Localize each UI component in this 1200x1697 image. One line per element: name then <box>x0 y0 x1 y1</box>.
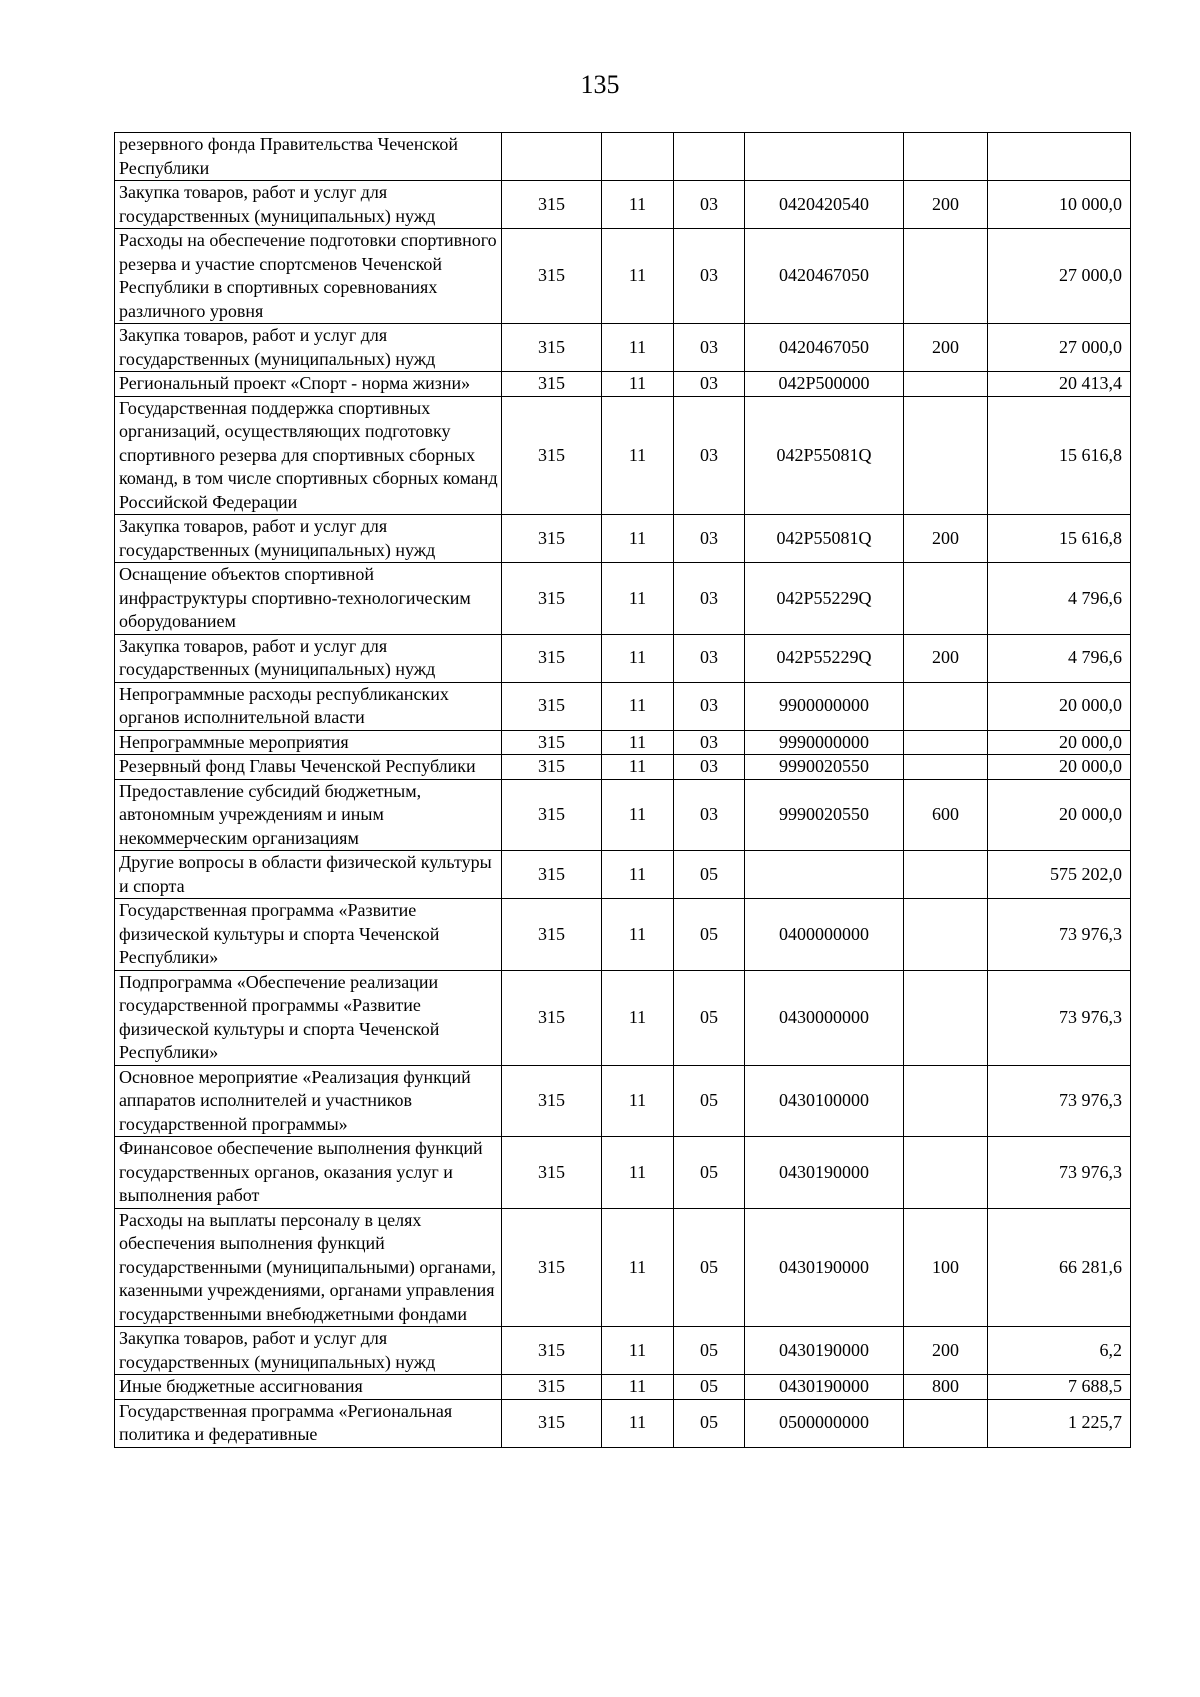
row-expense-type-code: 200 <box>904 1327 988 1375</box>
row-subsection-code: 03 <box>674 730 745 755</box>
row-target-article-code: 0400000000 <box>745 899 904 971</box>
table-row <box>115 755 1131 780</box>
row-target-article-code: 042P500000 <box>745 372 904 397</box>
table-row <box>115 396 1131 515</box>
row-amount: 15 616,8 <box>988 396 1131 515</box>
row-section-code: 11 <box>602 1065 674 1137</box>
row-section-code: 11 <box>602 970 674 1065</box>
row-section-code: 11 <box>602 634 674 682</box>
row-amount: 20 413,4 <box>988 372 1131 397</box>
row-subsection-code: 05 <box>674 1375 745 1400</box>
row-description: Закупка товаров, работ и услуг для государственных (муниципальных) нужд <box>115 324 502 372</box>
row-expense-type-code <box>904 899 988 971</box>
row-expense-type-code <box>904 755 988 780</box>
row-description: Закупка товаров, работ и услуг для государственных (муниципальных) нужд <box>115 515 502 563</box>
row-description: Расходы на выплаты персоналу в целях обеспечения выполнения функций государственными (муниципальными) органами, казенными учреждениями, органами управления государственными внебюджетными фондами <box>115 1208 502 1327</box>
table-row <box>115 229 1131 324</box>
row-grbs-code: 315 <box>502 229 602 324</box>
row-expense-type-code <box>904 1399 988 1447</box>
row-description: Иные бюджетные ассигнования <box>115 1375 502 1400</box>
row-subsection-code: 03 <box>674 682 745 730</box>
row-target-article-code: 0500000000 <box>745 1399 904 1447</box>
row-description: Финансовое обеспечение выполнения функций государственных органов, оказания услуг и выполнения работ <box>115 1137 502 1209</box>
row-section-code: 11 <box>602 899 674 971</box>
row-description: Государственная программа «Региональная политика и федеративные <box>115 1399 502 1447</box>
row-description: Резервный фонд Главы Чеченской Республики <box>115 755 502 780</box>
row-amount: 20 000,0 <box>988 779 1131 851</box>
row-subsection-code: 05 <box>674 1208 745 1327</box>
row-target-article-code: 0430190000 <box>745 1375 904 1400</box>
row-grbs-code: 315 <box>502 181 602 229</box>
row-section-code: 11 <box>602 1375 674 1400</box>
row-expense-type-code <box>904 396 988 515</box>
row-subsection-code: 05 <box>674 970 745 1065</box>
row-grbs-code: 315 <box>502 730 602 755</box>
page-number: 135 <box>580 70 620 99</box>
row-expense-type-code <box>904 372 988 397</box>
row-amount: 1 225,7 <box>988 1399 1131 1447</box>
table-row <box>115 515 1131 563</box>
row-expense-type-code <box>904 970 988 1065</box>
row-target-article-code <box>745 851 904 899</box>
row-grbs-code: 315 <box>502 779 602 851</box>
row-section-code: 11 <box>602 755 674 780</box>
row-description: Подпрограмма «Обеспечение реализации государственной программы «Развитие физической культуры и спорта Чеченской Республики» <box>115 970 502 1065</box>
row-amount <box>988 133 1131 181</box>
row-amount: 20 000,0 <box>988 730 1131 755</box>
row-expense-type-code <box>904 851 988 899</box>
table-row <box>115 851 1131 899</box>
row-target-article-code: 042P55081Q <box>745 396 904 515</box>
row-amount: 73 976,3 <box>988 1065 1131 1137</box>
row-amount: 4 796,6 <box>988 634 1131 682</box>
table-row <box>115 1137 1131 1209</box>
row-section-code: 11 <box>602 515 674 563</box>
row-subsection-code: 05 <box>674 1137 745 1209</box>
row-section-code: 11 <box>602 1137 674 1209</box>
table-row <box>115 1399 1131 1447</box>
row-subsection-code: 03 <box>674 515 745 563</box>
row-expense-type-code: 200 <box>904 181 988 229</box>
budget-table <box>114 132 1131 1448</box>
row-target-article-code: 9990020550 <box>745 779 904 851</box>
row-subsection-code: 03 <box>674 779 745 851</box>
row-target-article-code: 0420467050 <box>745 229 904 324</box>
row-amount: 27 000,0 <box>988 324 1131 372</box>
row-expense-type-code: 100 <box>904 1208 988 1327</box>
row-subsection-code: 03 <box>674 229 745 324</box>
row-grbs-code: 315 <box>502 970 602 1065</box>
row-subsection-code: 05 <box>674 1399 745 1447</box>
row-amount: 20 000,0 <box>988 682 1131 730</box>
row-grbs-code: 315 <box>502 899 602 971</box>
table-row <box>115 682 1131 730</box>
row-expense-type-code <box>904 730 988 755</box>
table-row <box>115 1208 1131 1327</box>
row-expense-type-code <box>904 1137 988 1209</box>
row-target-article-code: 042P55081Q <box>745 515 904 563</box>
row-grbs-code: 315 <box>502 396 602 515</box>
row-amount: 15 616,8 <box>988 515 1131 563</box>
row-grbs-code: 315 <box>502 324 602 372</box>
row-section-code: 11 <box>602 324 674 372</box>
row-description: Другие вопросы в области физической культуры и спорта <box>115 851 502 899</box>
row-amount: 66 281,6 <box>988 1208 1131 1327</box>
row-grbs-code: 315 <box>502 1327 602 1375</box>
row-description: Региональный проект «Спорт - норма жизни» <box>115 372 502 397</box>
row-subsection-code: 05 <box>674 1065 745 1137</box>
row-amount: 20 000,0 <box>988 755 1131 780</box>
row-expense-type-code: 200 <box>904 515 988 563</box>
row-grbs-code: 315 <box>502 1065 602 1137</box>
row-subsection-code <box>674 133 745 181</box>
row-description: Государственная программа «Развитие физической культуры и спорта Чеченской Республики» <box>115 899 502 971</box>
budget-table-body <box>115 133 1131 1448</box>
row-subsection-code: 03 <box>674 372 745 397</box>
row-grbs-code: 315 <box>502 755 602 780</box>
row-section-code: 11 <box>602 372 674 397</box>
row-section-code: 11 <box>602 229 674 324</box>
row-expense-type-code <box>904 563 988 635</box>
table-row <box>115 133 1131 181</box>
row-description: Расходы на обеспечение подготовки спортивного резерва и участие спортсменов Чеченской Республики в спортивных соревнованиях различного уровня <box>115 229 502 324</box>
row-expense-type-code: 200 <box>904 324 988 372</box>
row-grbs-code: 315 <box>502 851 602 899</box>
row-expense-type-code: 200 <box>904 634 988 682</box>
table-row <box>115 181 1131 229</box>
row-description: Закупка товаров, работ и услуг для государственных (муниципальных) нужд <box>115 634 502 682</box>
row-description: Закупка товаров, работ и услуг для государственных (муниципальных) нужд <box>115 1327 502 1375</box>
row-target-article-code: 9990020550 <box>745 755 904 780</box>
table-row <box>115 1065 1131 1137</box>
row-section-code: 11 <box>602 396 674 515</box>
row-subsection-code: 05 <box>674 1327 745 1375</box>
row-grbs-code: 315 <box>502 563 602 635</box>
row-target-article-code: 0430190000 <box>745 1327 904 1375</box>
row-section-code: 11 <box>602 1399 674 1447</box>
row-target-article-code: 0430100000 <box>745 1065 904 1137</box>
row-expense-type-code <box>904 133 988 181</box>
row-target-article-code: 042P55229Q <box>745 634 904 682</box>
table-row <box>115 779 1131 851</box>
row-grbs-code: 315 <box>502 634 602 682</box>
table-row <box>115 1327 1131 1375</box>
table-row <box>115 324 1131 372</box>
table-row <box>115 1375 1131 1400</box>
row-subsection-code: 05 <box>674 899 745 971</box>
row-expense-type-code: 600 <box>904 779 988 851</box>
row-amount: 27 000,0 <box>988 229 1131 324</box>
row-grbs-code: 315 <box>502 1137 602 1209</box>
row-description: Предоставление субсидий бюджетным, автономным учреждениям и иным некоммерческим организациям <box>115 779 502 851</box>
row-subsection-code: 03 <box>674 563 745 635</box>
row-grbs-code: 315 <box>502 1399 602 1447</box>
row-target-article-code: 0420420540 <box>745 181 904 229</box>
table-row <box>115 634 1131 682</box>
row-section-code: 11 <box>602 851 674 899</box>
row-subsection-code: 05 <box>674 851 745 899</box>
row-section-code: 11 <box>602 1327 674 1375</box>
row-subsection-code: 03 <box>674 755 745 780</box>
row-expense-type-code: 800 <box>904 1375 988 1400</box>
row-grbs-code: 315 <box>502 372 602 397</box>
row-subsection-code: 03 <box>674 324 745 372</box>
table-row <box>115 730 1131 755</box>
row-section-code <box>602 133 674 181</box>
row-description: Основное мероприятие «Реализация функций аппаратов исполнителей и участников государственной программы» <box>115 1065 502 1137</box>
row-target-article-code: 9900000000 <box>745 682 904 730</box>
row-amount: 575 202,0 <box>988 851 1131 899</box>
row-amount: 10 000,0 <box>988 181 1131 229</box>
row-target-article-code: 0430190000 <box>745 1208 904 1327</box>
row-description: Закупка товаров, работ и услуг для государственных (муниципальных) нужд <box>115 181 502 229</box>
row-description: Оснащение объектов спортивной инфраструктуры спортивно-технологическим оборудованием <box>115 563 502 635</box>
row-expense-type-code <box>904 229 988 324</box>
row-section-code: 11 <box>602 682 674 730</box>
row-target-article-code: 0430000000 <box>745 970 904 1065</box>
row-subsection-code: 03 <box>674 181 745 229</box>
row-amount: 73 976,3 <box>988 970 1131 1065</box>
row-grbs-code: 315 <box>502 1375 602 1400</box>
row-subsection-code: 03 <box>674 396 745 515</box>
row-target-article-code: 042P55229Q <box>745 563 904 635</box>
row-amount: 7 688,5 <box>988 1375 1131 1400</box>
row-amount: 73 976,3 <box>988 899 1131 971</box>
row-expense-type-code <box>904 682 988 730</box>
row-grbs-code: 315 <box>502 515 602 563</box>
row-section-code: 11 <box>602 730 674 755</box>
row-description: Непрограммные мероприятия <box>115 730 502 755</box>
row-section-code: 11 <box>602 1208 674 1327</box>
row-target-article-code: 9990000000 <box>745 730 904 755</box>
row-subsection-code: 03 <box>674 634 745 682</box>
row-section-code: 11 <box>602 779 674 851</box>
row-grbs-code <box>502 133 602 181</box>
row-expense-type-code <box>904 1065 988 1137</box>
row-section-code: 11 <box>602 563 674 635</box>
row-amount: 6,2 <box>988 1327 1131 1375</box>
row-description: Государственная поддержка спортивных организаций, осуществляющих подготовку спортивного резерва для спортивных сборных команд, в том числе спортивных сборных команд Российской Федерации <box>115 396 502 515</box>
row-target-article-code: 0420467050 <box>745 324 904 372</box>
table-row <box>115 563 1131 635</box>
row-target-article-code: 0430190000 <box>745 1137 904 1209</box>
table-row <box>115 372 1131 397</box>
row-target-article-code <box>745 133 904 181</box>
row-section-code: 11 <box>602 181 674 229</box>
row-description: резервного фонда Правительства Чеченской Республики <box>115 133 502 181</box>
row-amount: 73 976,3 <box>988 1137 1131 1209</box>
table-row <box>115 899 1131 971</box>
row-grbs-code: 315 <box>502 682 602 730</box>
row-grbs-code: 315 <box>502 1208 602 1327</box>
row-amount: 4 796,6 <box>988 563 1131 635</box>
table-row <box>115 970 1131 1065</box>
row-description: Непрограммные расходы республиканских органов исполнительной власти <box>115 682 502 730</box>
